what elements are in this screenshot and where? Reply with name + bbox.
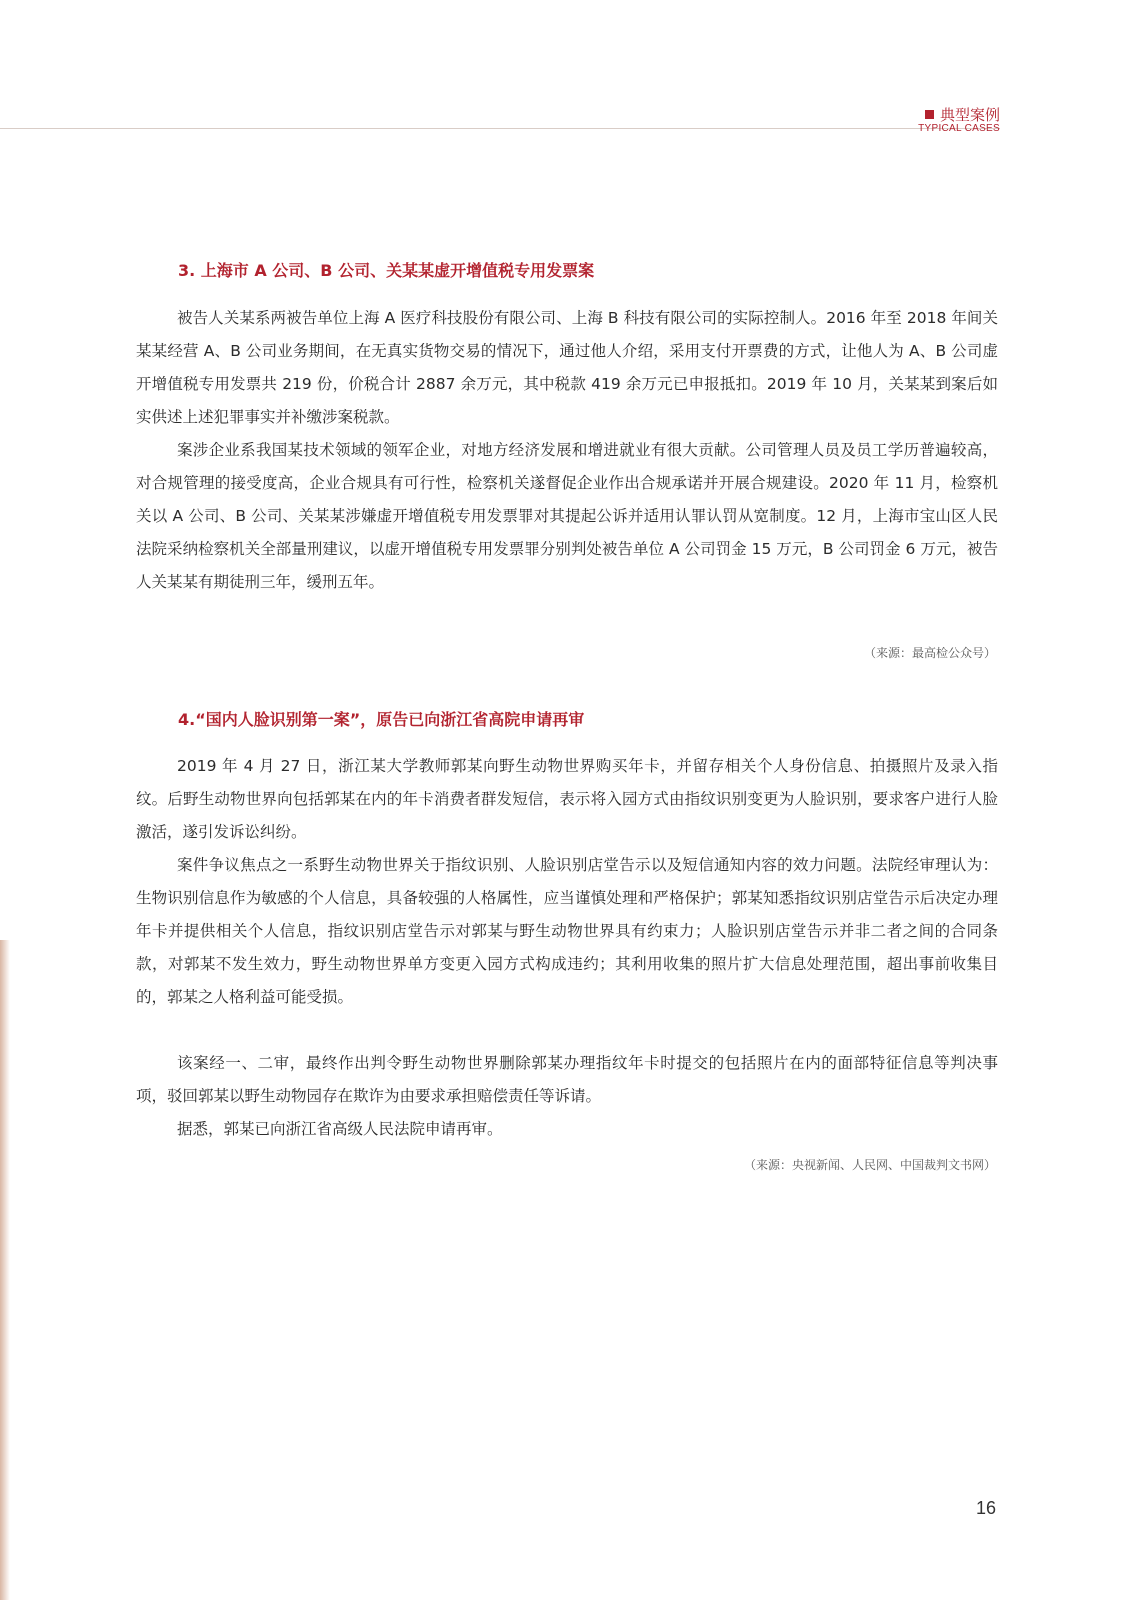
decorative-edge [0, 940, 10, 1600]
header-rule [0, 128, 1000, 129]
page-number: 16 [976, 1498, 997, 1518]
case-4-paragraph-4: 据悉，郭某已向浙江省高级人民法院申请再审。 [177, 1120, 503, 1138]
case-3-paragraph-1: 被告人关某系两被告单位上海 A 医疗科技股份有限公司、上海 B 科技有限公司的实际控制人。2016 年至 2018 年间关某某经营 A、B 公司业务期间，在无真实货物交易的情况下，通过他人介绍，采用支付开票费的方式，让他人为 A、B 公司虚开增值税专用发票共 219 份，价税合计 2887 余万元，其中税款 419 余万元已申报抵扣。2019 年 10 月，关某某到案后如实供述上述犯罪事实并补缴涉案税款。 [136, 309, 998, 426]
case-4-source: （来源：央视新闻、人民网、中国裁判文书网） [743, 1158, 996, 1172]
header-title-cn: 典型案例 [939, 106, 1000, 124]
section-header [925, 104, 1000, 125]
square-bullet-icon [925, 110, 934, 119]
case-4-title: 4.“国内人脸识别第一案”，原告已向浙江省高院申请再审 [178, 710, 585, 729]
case-4-paragraph-1: 2019 年 4 月 27 日，浙江某大学教师郭某向野生动物世界购买年卡，并留存相关个人身份信息、拍摄照片及录入指纹。后野生动物世界向包括郭某在内的年卡消费者群发短信，表示将入园方式由指纹识别变更为人脸识别，要求客户进行人脸激活，遂引发诉讼纠纷。 [136, 757, 998, 841]
case-3-paragraph-2: 案涉企业系我国某技术领域的领军企业，对地方经济发展和增进就业有很大贡献。公司管理人员及员工学历普遍较高，对合规管理的接受度高，企业合规具有可行性，检察机关遂督促企业作出合规承诺并开展合规建设。2020 年 11 月，检察机关以 A 公司、B 公司、关某某涉嫌虚开增值税专用发票罪对其提起公诉并适用认罪认罚从宽制度。12 月，上海市宝山区人民法院采纳检察机关全部量刑建议，以虚开增值税专用发票罪分别判处被告单位 A 公司罚金 15 万元，B 公司罚金 6 万元，被告人关某某有期徒刑三年，缓刑五年。 [136, 441, 998, 591]
case-4-paragraph-3: 该案经一、二审，最终作出判令野生动物世界删除郭某办理指纹年卡时提交的包括照片在内的面部特征信息等判决事项，驳回郭某以野生动物园存在欺诈为由要求承担赔偿责任等诉请。 [136, 1054, 998, 1105]
case-4-paragraph-2: 案件争议焦点之一系野生动物世界关于指纹识别、人脸识别店堂告示以及短信通知内容的效力问题。法院经审理认为：生物识别信息作为敏感的个人信息，具备较强的人格属性，应当谨慎处理和严格保护；郭某知悉指纹识别店堂告示后决定办理年卡并提供相关个人信息，指纹识别店堂告示对郭某与野生动物世界具有约束力；人脸识别店堂告示并非二者之间的合同条款，对郭某不发生效力，野生动物世界单方变更入园方式构成违约；其利用收集的照片扩大信息处理范围，超出事前收集目的，郭某之人格利益可能受损。 [136, 856, 998, 1006]
header-title-en: TYPICAL CASES [918, 123, 1000, 134]
case-3-source: （来源：最高检公众号） [863, 646, 996, 660]
case-3-title: 3. 上海市 A 公司、B 公司、关某某虚开增值税专用发票案 [178, 261, 595, 280]
